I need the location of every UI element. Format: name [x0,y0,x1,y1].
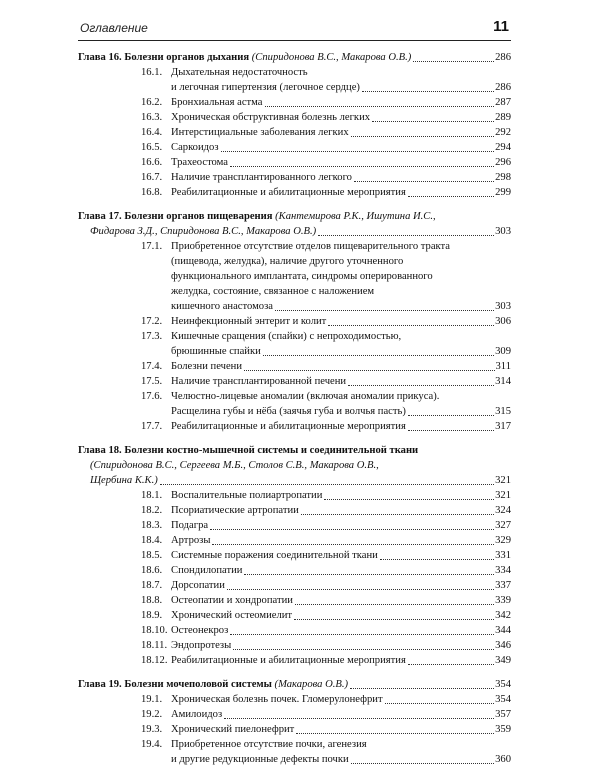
dot-leader [230,166,494,167]
section-title: желудка, состояние, связанное с наложением [171,286,375,297]
page-number: 11 [493,18,509,35]
section-entry [78,707,511,722]
dot-leader [348,385,494,386]
section-number: 19.1. [141,694,163,705]
section-title: Приобретенное отсутствие отделов пищеварительного тракта [171,241,451,252]
section-number: 18.2. [141,505,163,516]
section-title: Системные поражения соединительной ткани [171,550,378,561]
section-title: функционального имплантата, синдромы оперированного [171,271,433,282]
section-title: Интерстициальные заболевания легких [171,127,349,138]
section-title: Реабилитационные и абилитационные мероприятия [171,421,406,432]
section-entry [78,155,511,170]
section-entry [78,125,511,140]
section-entry [78,737,511,767]
section-entry [78,329,511,359]
section-entry [78,65,511,95]
section-entry [78,548,511,563]
section-number: 18.4. [141,535,163,546]
section-title: Наличие трансплантированной печени [171,376,347,387]
page-ref: 294 [495,142,511,153]
section-entry [78,638,511,653]
chapter-authors-line: (Спиридонова В.С., Сергеева М.Б., Столов С.В., Макарова О.В., [90,460,379,471]
chapter-heading-line [78,50,511,65]
page-ref: 303 [495,226,511,237]
section-title: Хронический пиелонефрит [171,724,295,735]
section-title: Дорсопатии [171,580,225,591]
page-ref: 317 [495,421,511,432]
page-ref: 342 [495,610,511,621]
section-entry [78,239,511,314]
page-ref: 334 [495,565,511,576]
section-entry [78,314,511,329]
chapter-name: Болезни мочеполовой системы [124,679,272,690]
section-entry [78,359,511,374]
section-title: Остеопатии и хондропатии [171,595,293,606]
section-entry [78,563,511,578]
dot-leader [328,325,494,326]
chapter-heading-line [78,473,511,488]
dot-leader [408,430,494,431]
chapter-authors: (Макарова О.В.) [271,679,349,690]
chapter-heading-line [78,209,511,224]
section-number: 16.1. [141,67,163,78]
page-ref: 346 [495,640,511,651]
chapter-entry [78,677,511,767]
page-ref: 309 [495,346,511,357]
section-number: 16.8. [141,187,163,198]
section-title: Воспалительные полиартропатии [171,490,323,501]
section-entry [78,623,511,638]
section-number: 16.7. [141,172,163,183]
dot-leader [233,649,494,650]
page-ref: 289 [495,112,511,123]
dot-leader [408,196,494,197]
running-header [78,18,511,41]
chapter-entry [78,209,511,434]
dot-leader [408,415,494,416]
dot-leader [362,91,494,92]
section-title: Подагра [171,520,209,531]
page-ref: 296 [495,157,511,168]
section-title: Наличие трансплантированного легкого [171,172,352,183]
dot-leader [263,355,494,356]
section-title: Кишечные сращения (спайки) с непроходимостью, [171,331,402,342]
page-ref: 314 [495,376,511,387]
dot-leader [354,181,494,182]
dot-leader [212,544,494,545]
section-number: 19.2. [141,709,163,720]
dot-leader [230,634,494,635]
page-ref: 315 [495,406,511,417]
page-ref: 287 [495,97,511,108]
section-entry [78,722,511,737]
section-entry [78,593,511,608]
section-entry [78,185,511,200]
section-entry [78,374,511,389]
section-title: Хронический остеомиелит [171,610,293,621]
chapter-heading-line [78,443,511,458]
section-title: Дыхательная недостаточность [171,67,308,78]
page-ref: 339 [495,595,511,606]
dot-leader [301,514,494,515]
section-title: Неинфекционный энтерит и колит [171,316,327,327]
section-entry [78,608,511,623]
section-entry [78,488,511,503]
section-number: 19.4. [141,739,163,750]
chapter-title: Глава 19. [78,679,122,690]
section-title: Хроническая обструктивная болезнь легких [171,112,371,123]
section-entry [78,518,511,533]
page-ref: 286 [495,82,511,93]
page-ref: 329 [495,535,511,546]
section-number: 17.1. [141,241,163,252]
dot-leader [275,310,494,311]
section-title: Бронхиальная астма [171,97,263,108]
section-number: 18.3. [141,520,163,531]
section-number: 18.5. [141,550,163,561]
section-number: 18.1. [141,490,163,501]
page-ref: 344 [495,625,511,636]
section-title: (пищевода, желудка), наличие другого уточненного [171,256,404,267]
dot-leader [295,604,494,605]
page-ref: 354 [495,694,511,705]
section-entry [78,692,511,707]
table-of-contents [78,50,511,776]
page-ref: 357 [495,709,511,720]
section-number: 17.6. [141,391,163,402]
page-ref: 321 [495,475,511,486]
section-title: Расщелина губы и нёба (заячья губа и волчья пасть) [171,406,406,417]
section-number: 16.5. [141,142,163,153]
section-title: Эндопротезы [171,640,232,651]
chapter-name: Болезни органов пищеварения [124,211,273,222]
running-header-title: Оглавление [80,21,148,35]
section-title: Хроническая болезнь почек. Гломерулонефрит [171,694,383,705]
section-entry [78,653,511,668]
section-entry [78,389,511,419]
section-number: 16.6. [141,157,163,168]
section-number: 17.5. [141,376,163,387]
section-title: Остеонекроз [171,625,229,636]
page-ref: 331 [495,550,511,561]
chapter-entry [78,443,511,668]
dot-leader [408,664,494,665]
section-number: 18.9. [141,610,163,621]
section-title: Артрозы [171,535,211,546]
section-title: Спондилопатии [171,565,243,576]
section-entry [78,503,511,518]
section-number: 17.7. [141,421,163,432]
section-title: Болезни печени [171,361,243,372]
dot-leader [244,370,494,371]
section-number: 16.2. [141,97,163,108]
section-entry [78,110,511,125]
page-ref: 303 [495,301,511,312]
chapter-heading-line [78,677,511,692]
chapter-name: Болезни органов дыхания [124,52,250,63]
chapter-authors: Щербина К.К.) [90,475,158,486]
section-title: Саркоидоз [171,142,219,153]
section-entry [78,533,511,548]
dot-leader [385,703,495,704]
section-title: Челюстно-лицевые аномалии (включая аномалии прикуса). [171,391,440,402]
section-title: Псориатические артропатии [171,505,299,516]
dot-leader [265,106,495,107]
chapter-title: Глава 16. [78,52,122,63]
section-entry [78,140,511,155]
section-title: Амилоидоз [171,709,223,720]
page-ref: 359 [495,724,511,735]
page-ref: 324 [495,505,511,516]
page-ref: 311 [495,361,511,372]
section-number: 18.6. [141,565,163,576]
section-number: 18.7. [141,580,163,591]
section-title: Приобретенное отсутствие почки, агенезия [171,739,367,750]
section-number: 19.3. [141,724,163,735]
page-ref: 337 [495,580,511,591]
section-number: 18.8. [141,595,163,606]
dot-leader [351,763,494,764]
page-ref: 349 [495,655,511,666]
page-ref: 354 [495,679,511,690]
dot-leader [224,718,494,719]
page-ref: 360 [495,754,511,765]
section-number: 18.10. [141,625,168,636]
section-title: и другие редукционные дефекты почки [171,754,349,765]
section-entry [78,578,511,593]
page-ref: 327 [495,520,511,531]
section-title: Реабилитационные и абилитационные мероприятия [171,187,406,198]
section-number: 17.3. [141,331,163,342]
section-title: Реабилитационные и абилитационные мероприятия [171,655,406,666]
section-entry [78,419,511,434]
dot-leader [380,559,494,560]
section-number: 17.4. [141,361,163,372]
chapter-authors: (Кантемирова Р.К., Ишутина И.С., [272,211,436,222]
section-number: 16.3. [141,112,163,123]
section-number: 18.12. [141,655,168,666]
chapter-authors: (Спиридонова В.С., Макарова О.В.) [249,52,412,63]
page-ref: 286 [495,52,511,63]
chapter-title: Глава 18. [78,445,122,456]
section-number: 17.2. [141,316,163,327]
dot-leader [221,151,495,152]
dot-leader [210,529,494,530]
section-title: Трахеостома [171,157,228,168]
chapter-authors: Фидарова З.Д., Спиридонова В.С., Макарова О.В.) [90,226,317,237]
section-number: 16.4. [141,127,163,138]
dot-leader [372,121,494,122]
chapter-name: Болезни костно-мышечной системы и соединительной ткани [124,445,419,456]
section-number: 18.11. [141,640,168,651]
section-title: и легочная гипертензия (легочное сердце) [171,82,360,93]
section-title: брюшинные спайки [171,346,261,357]
dot-leader [296,733,494,734]
dot-leader [227,589,494,590]
section-title: кишечного анастомоза [171,301,273,312]
chapter-title: Глава 17. [78,211,122,222]
dot-leader [324,499,494,500]
section-entry [78,170,511,185]
dot-leader [244,574,494,575]
dot-leader [294,619,494,620]
section-entry [78,95,511,110]
chapter-heading-line [78,224,511,239]
page-ref: 321 [495,490,511,501]
dot-leader [351,136,494,137]
page-ref: 306 [495,316,511,327]
chapter-entry [78,50,511,200]
page-ref: 298 [495,172,511,183]
page-ref: 299 [495,187,511,198]
page-ref: 292 [495,127,511,138]
